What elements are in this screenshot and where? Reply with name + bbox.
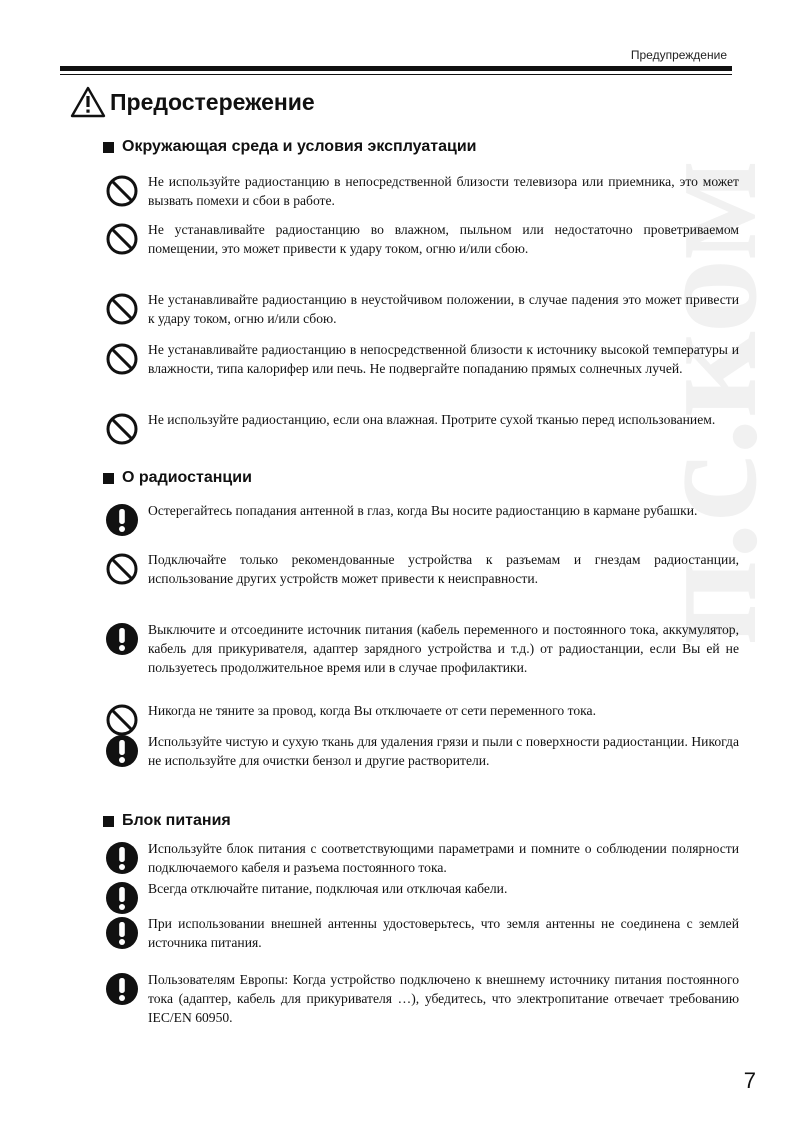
prohibition-icon	[105, 552, 139, 586]
list-item	[105, 550, 739, 588]
section-heading-power: Блок питания	[103, 812, 231, 830]
item-text: Не устанавливайте радиостанцию в непосредственной близости к источнику высокой температуры и влажности, типа калорифер или печь. Не подвергайте попаданию прямых солнечных лучей.	[148, 342, 739, 376]
section-heading-radio: О радиостанции	[103, 469, 252, 487]
bullet-square-icon	[103, 473, 114, 484]
mandatory-icon	[105, 734, 139, 768]
prohibition-icon	[105, 342, 139, 376]
bullet-square-icon	[103, 142, 114, 153]
list-item	[105, 970, 739, 1027]
item-text: Не устанавливайте радиостанцию в неустойчивом положении, в случае падения это может привести к удару током, огню и/или сбою.	[148, 292, 739, 326]
page-title	[70, 86, 315, 118]
section-heading-environment: Окружающая среда и условия эксплуатации	[103, 138, 477, 156]
list-item	[105, 290, 739, 328]
header-rule-thick	[60, 66, 732, 71]
prohibition-icon	[105, 174, 139, 208]
item-text: Остерегайтесь попадания антенной в глаз, когда Вы носите радиостанцию в кармане рубашки.	[148, 503, 698, 518]
bullet-square-icon	[103, 816, 114, 827]
item-text: Пользователям Европы: Когда устройство подключено к внешнему источнику питания постоянного тока (адаптер, кабель для прикуривателя …), убедитесь, что электропитание отвечает требованию IEC/EN 60950.	[148, 972, 739, 1025]
header-rule-thin	[60, 74, 732, 75]
prohibition-icon	[105, 292, 139, 326]
mandatory-icon	[105, 881, 139, 915]
item-text: Не используйте радиостанцию, если она влажная. Протрите сухой тканью перед использованием.	[148, 412, 716, 427]
item-text: Подключайте только рекомендованные устройства к разъемам и гнездам радиостанции, использование других устройств может привести к неисправности.	[148, 552, 739, 586]
page-title-text: Предостережение	[110, 88, 315, 115]
list-item	[105, 220, 739, 258]
item-text: Используйте чистую и сухую ткань для удаления грязи и пыли с поверхности радиостанции. Никогда не используйте для очистки бензол и другие растворители.	[148, 734, 739, 768]
prohibition-icon	[105, 412, 139, 446]
list-item	[105, 620, 739, 677]
watermark: п.с.ком	[622, 159, 788, 646]
mandatory-icon	[105, 622, 139, 656]
mandatory-icon	[105, 841, 139, 875]
page-number: 7	[743, 1068, 756, 1093]
list-item	[105, 732, 739, 770]
list-item	[105, 839, 739, 877]
item-text: При использовании внешней антенны удостоверьтесь, что земля антенны не соединена с землей источника питания.	[148, 916, 739, 950]
list-item	[105, 879, 739, 915]
list-item	[105, 172, 739, 210]
item-text: Никогда не тяните за провод, когда Вы отключаете от сети переменного тока.	[148, 703, 596, 718]
list-item	[105, 410, 739, 446]
item-text: Не используйте радиостанцию в непосредственной близости телевизора или приемника, это может вызвать помехи и сбои в работе.	[148, 174, 739, 208]
mandatory-icon	[105, 916, 139, 950]
item-text: Всегда отключайте питание, подключая или отключая кабели.	[148, 881, 508, 896]
item-text: Используйте блок питания с соответствующими параметрами и помните о соблюдении полярности подключаемого кабеля и разъема постоянного тока.	[148, 841, 739, 875]
prohibition-icon	[105, 222, 139, 256]
list-item	[105, 501, 739, 537]
item-text: Выключите и отсоедините источник питания (кабель переменного и постоянного тока, аккумулятор, кабель для прикуривателя, адаптер зарядного устройства и т.д.) от радиостанции, если Вы ей не пользуетесь продолжительное время или в случае профилактики.	[148, 622, 739, 675]
list-item	[105, 914, 739, 952]
mandatory-icon	[105, 972, 139, 1006]
list-item	[105, 340, 739, 378]
running-header: Предупреждение	[630, 48, 727, 62]
item-text: Не устанавливайте радиостанцию во влажном, пыльном или недостаточно проветриваемом помещении, это может привести к удару током, огню и/или сбою.	[148, 222, 739, 256]
mandatory-icon	[105, 503, 139, 537]
warning-triangle-icon	[70, 86, 106, 118]
